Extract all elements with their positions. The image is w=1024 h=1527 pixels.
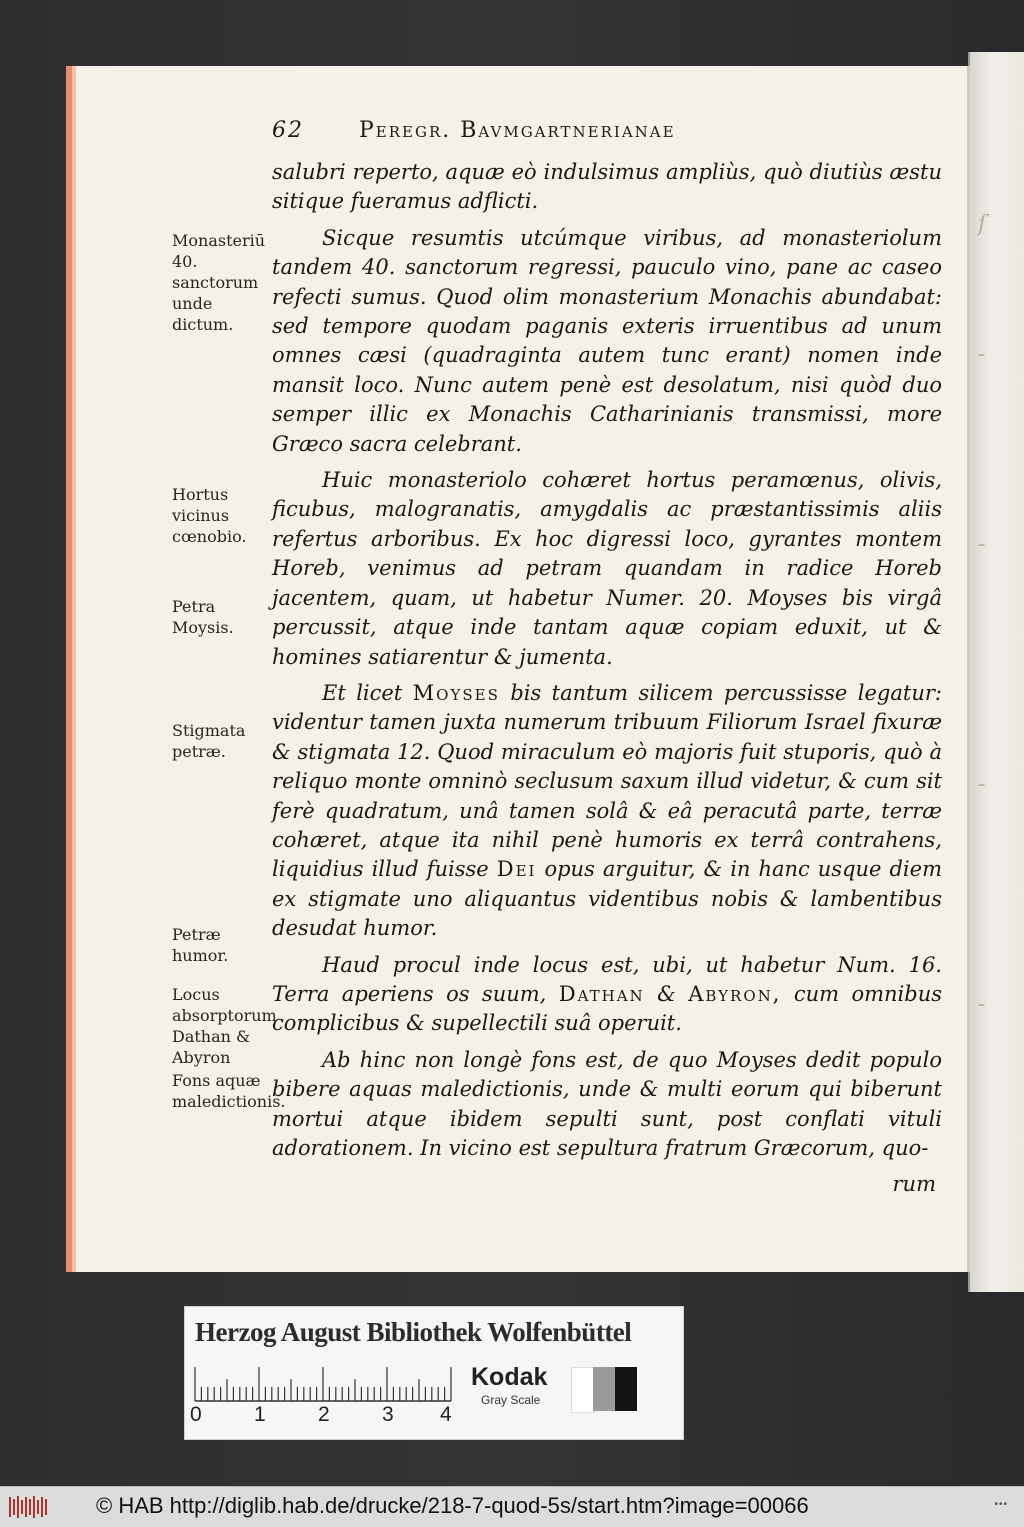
margin-note: Hortus vicinus cœnobio.	[172, 485, 247, 546]
page-header	[272, 118, 972, 143]
swatch-white	[571, 1367, 595, 1413]
gray-scale-label: Gray Scale	[481, 1393, 541, 1407]
ruler-number: 1	[254, 1403, 266, 1426]
library-name: Herzog August Bibliothek Wolfenbüttel	[195, 1317, 632, 1347]
ruler	[193, 1365, 455, 1405]
text-run: bis tantum silicem percussisse legatur: videntur tamen juxta numerum tribuum Filiorum Israel fixuræ & stigmata 12. Quod miraculum eò majoris fuit stuporis, quò à reliquo monte omninò seclusum saxum illud videtur, & cum sit ferè quadratum, unâ tamen solâ & eâ peracutâ parte, terræ cohæret, atque ita nihil penè humoris ex terrâ contrahens, liquidius illud fuisse	[272, 680, 942, 882]
paragraph: Huic monasteriolo cohæret hortus peramœnus, olivis, ficubus, malogranatis, amygdalis ac præstantissimis aliis refertus arboribus. Ex hoc digressi loco, gyrantes montem Horeb, venimus ad petram quandam in radice Horeb jacentem, quam, ut habetur Numer. 20. Moyses bis virgâ percussit, atque inde tantam aquæ copiam eduxit, ut & homines satiarentur & jumenta.	[272, 468, 942, 669]
name-dathan: Dathan	[558, 981, 645, 1006]
margin-note: Fons aquæ maledictionis.	[172, 1071, 286, 1111]
catchword: rum	[892, 1172, 936, 1197]
margin-note: Stigmata petræ.	[172, 721, 246, 761]
text-run: Et licet	[322, 680, 403, 705]
color-calibration-strip	[184, 1306, 684, 1440]
swatch-black	[615, 1367, 637, 1411]
hab-logo-icon	[8, 1495, 48, 1519]
swatch-gray	[593, 1367, 615, 1411]
kodak-logo: Kodak	[471, 1363, 548, 1391]
text-run: cum omnibus complicibus & supellectili suâ operuit.	[272, 981, 943, 1036]
name-dei: Dei	[496, 857, 537, 882]
name-moyses: Moyses	[412, 680, 500, 705]
page-body-text	[272, 158, 942, 1200]
page-number: 62	[272, 118, 304, 143]
name-abyron: Abyron,	[688, 981, 782, 1006]
dots-icon: •••	[994, 1499, 1008, 1510]
paragraph: Sicque resumtis utcúmque viribus, ad monasteriolum tandem 40. sanctorum regressi, pauculo vino, pane ac caseo refecti sumus. Quod olim monasterium Monachis abundabat: sed tempore quodam paganis exteris irruentibus ad unum omnes cæsi (quadraginta autem tunc erant) nomen inde mansit loco. Nunc autem penè est desolatum, nisi quòd duo semper illic ex Monachis Catharinianis transmissi, more Græco sacra celebrant.	[272, 225, 942, 456]
source-url: © HAB http://diglib.hab.de/drucke/218-7-quod-5s/start.htm?image=00066	[96, 1493, 809, 1518]
footer-bar	[0, 1486, 1024, 1527]
text-run: Haud procul inde locus est, ubi, ut habetur Num. 16. Terra aperiens os suum,	[272, 952, 942, 1006]
margin-note: Locus absorptorum Dathan & Abyron	[172, 985, 277, 1067]
margin-note: Petræ humor.	[172, 925, 229, 965]
running-title: Peregr. Bavmgartnerianae	[359, 118, 676, 143]
ruler-number: 3	[382, 1403, 394, 1426]
text-run: &	[657, 981, 676, 1006]
margin-note: Petra Moysis.	[172, 597, 234, 637]
book-page	[66, 66, 970, 1272]
paragraph: salubri reperto, aquæ eò indulsimus ampliùs, quò diutiùs æstu sitique fueramus adflicti.	[272, 160, 942, 214]
ruler-number: 2	[318, 1403, 330, 1426]
paragraph: Ab hinc non longè fons est, de quo Moyses dedit populo bibere aquas maledictionis, unde & multi eorum qui biberunt mortui atque ibidem sepulti sunt, post conflati vituli adorationem. In vicino est sepultura fratrum Græcorum, quo-	[272, 1047, 942, 1160]
paragraph	[272, 679, 942, 944]
facing-page-edge: ſ - - - -	[968, 52, 1024, 1292]
margin-note: Monasteriū 40. sanctorum unde dictum.	[172, 231, 266, 334]
paragraph	[272, 951, 942, 1039]
ruler-numbers	[190, 1403, 460, 1431]
ruler-number: 0	[190, 1403, 202, 1426]
ruler-number: 4	[440, 1403, 452, 1426]
text-run: opus arguitur, & in hanc usque diem ex stigmate uno aliquantus videntibus nobis & lambentibus desudat humor.	[272, 857, 942, 941]
